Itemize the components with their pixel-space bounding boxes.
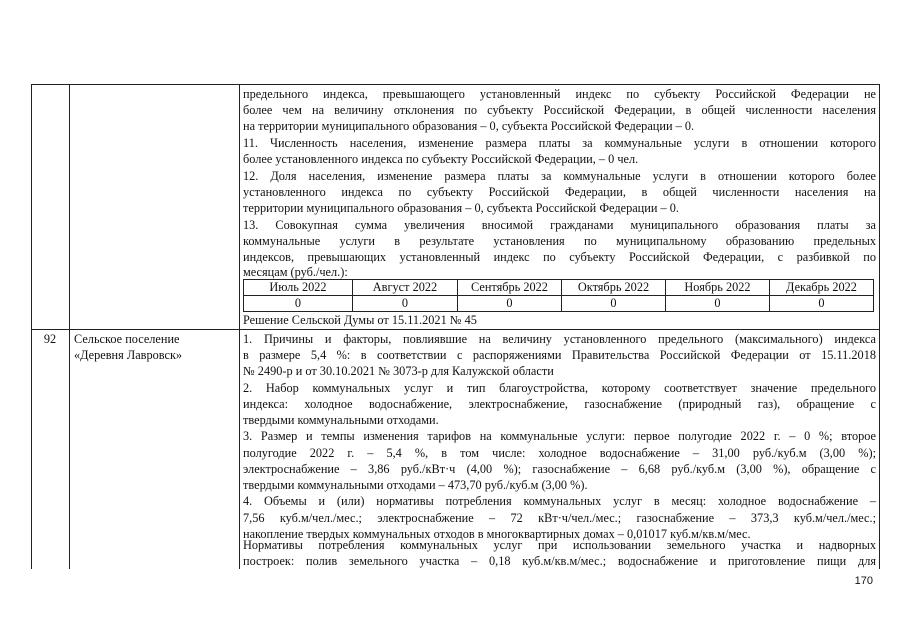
table-column-divider-1 <box>69 84 70 569</box>
text-line: территории муниципального образования – 0, субъекта Российской Федерации – 0. <box>243 201 679 215</box>
text-line: № 2490-р и от 30.10.2021 № 3073-р для Калужской области <box>243 364 554 378</box>
table-border-left <box>31 84 32 569</box>
text-line: в размере 5,4 %: в соответствии с распоряжениями Правительства Российской Федерации от 15.11.2018 <box>243 348 876 362</box>
text-line: более чем на величину отклонения по субъекту Российской Федерации, в общей численности населения <box>243 103 876 117</box>
page-number: 170 <box>854 575 873 587</box>
month-value: 0 <box>401 296 409 310</box>
text-line: 4. Объемы и (или) нормативы потребления коммунальных услуг в месяц: холодное водоснабжение – <box>243 494 876 508</box>
month-header: Сентябрь 2022 <box>471 280 548 294</box>
month-header: Ноябрь 2022 <box>684 280 751 294</box>
table-border-top <box>31 84 880 85</box>
text-line: твердыми коммунальными отходами – 473,70 руб./куб.м (3,00 %). <box>243 478 588 492</box>
text-line: месяцам (руб./чел.): <box>243 265 348 279</box>
text-line: Нормативы потребления коммунальных услуг при использовании земельного участка и надворных <box>243 538 876 552</box>
text-line: предельного индекса, превышающего установленный индекс по субъекту Российской Федерации не <box>243 87 876 101</box>
text-line: построек: полив земельного участка – 0,18 куб.м/кв.м/мес.; водоснабжение и приготовление пищи для <box>243 554 876 568</box>
month-header: Октябрь 2022 <box>577 280 650 294</box>
month-header: Август 2022 <box>372 280 438 294</box>
text-line: 13. Совокупная сумма увеличения вносимой гражданами муниципального образования платы за <box>243 218 876 232</box>
month-header: Декабрь 2022 <box>786 280 857 294</box>
table-border-right <box>879 84 880 569</box>
text-line: электроснабжение – 3,86 руб./кВт·ч (4,00 %); газоснабжение – 6,68 руб./куб.м (3,00 %), обращение с <box>243 462 876 476</box>
text-line: установленного индекса по субъекту Российской Федерации, в общей численности населения на <box>243 185 876 199</box>
month-value: 0 <box>506 296 513 310</box>
text-line: более установленного индекса по субъекту Российской Федерации, – 0 чел. <box>243 152 639 166</box>
text-line: 7,56 куб.м/чел./мес.; электроснабжение – 72 кВт·ч/чел./мес.; газоснабжение – 373,3 куб.м/чел./мес.; <box>243 511 876 525</box>
table-column-divider-2 <box>239 84 240 569</box>
decision-text: Решение Сельской Думы от 15.11.2021 № 45 <box>243 313 477 327</box>
text-line: 12. Доля населения, изменение размера платы за коммунальные услуги в отношении которого более <box>243 169 876 183</box>
text-line: накопление твердых коммунальных отходов в многоквартирных домах – 0,01017 куб.м/кв.м/мес. <box>243 527 751 541</box>
month-value: 0 <box>294 296 302 310</box>
month-value: 0 <box>818 296 825 310</box>
text-line: индексов, превышающих установленный индекс по субъекту Российской Федерации, с разбивкой по <box>243 250 876 264</box>
settlement-name: «Деревня Лавровск» <box>74 348 183 362</box>
row-divider <box>31 329 880 330</box>
month-value: 0 <box>714 296 721 310</box>
text-line: коммунальные услуги в результате установления по муниципальному образованию предельных <box>243 234 876 248</box>
text-line: 1. Причины и факторы, повлиявшие на величину установленного предельного (максимального) индекса <box>243 332 876 346</box>
row-number: 92 <box>43 332 57 346</box>
inner-table-border <box>873 279 874 311</box>
text-line: 3. Размер и темпы изменения тарифов на коммунальные услуги: первое полугодие 2022 г. – 0 %; второе <box>243 429 876 443</box>
month-value: 0 <box>610 296 617 310</box>
text-line: 2. Набор коммунальных услуг и тип благоустройства, которому соответствует значение предельного <box>243 381 876 395</box>
text-line: индекса: холодное водоснабжение, электроснабжение, газоснабжение (природный газ), обращение с <box>243 397 876 411</box>
settlement-name: Сельское поселение <box>74 332 180 346</box>
month-header: Июль 2022 <box>269 280 327 294</box>
text-line: на территории муниципального образования – 0, субъекта Российской Федерации – 0. <box>243 119 695 133</box>
text-line: твердыми коммунальными отходами. <box>243 413 439 427</box>
text-line: полугодие 2022 г. – 5,4 %, в том числе: холодное водоснабжение – 31,00 руб./куб.м (3,00 %); <box>243 446 876 460</box>
text-line: 11. Численность населения, изменение размера платы за коммунальные услуги в отношении которого <box>243 136 876 150</box>
